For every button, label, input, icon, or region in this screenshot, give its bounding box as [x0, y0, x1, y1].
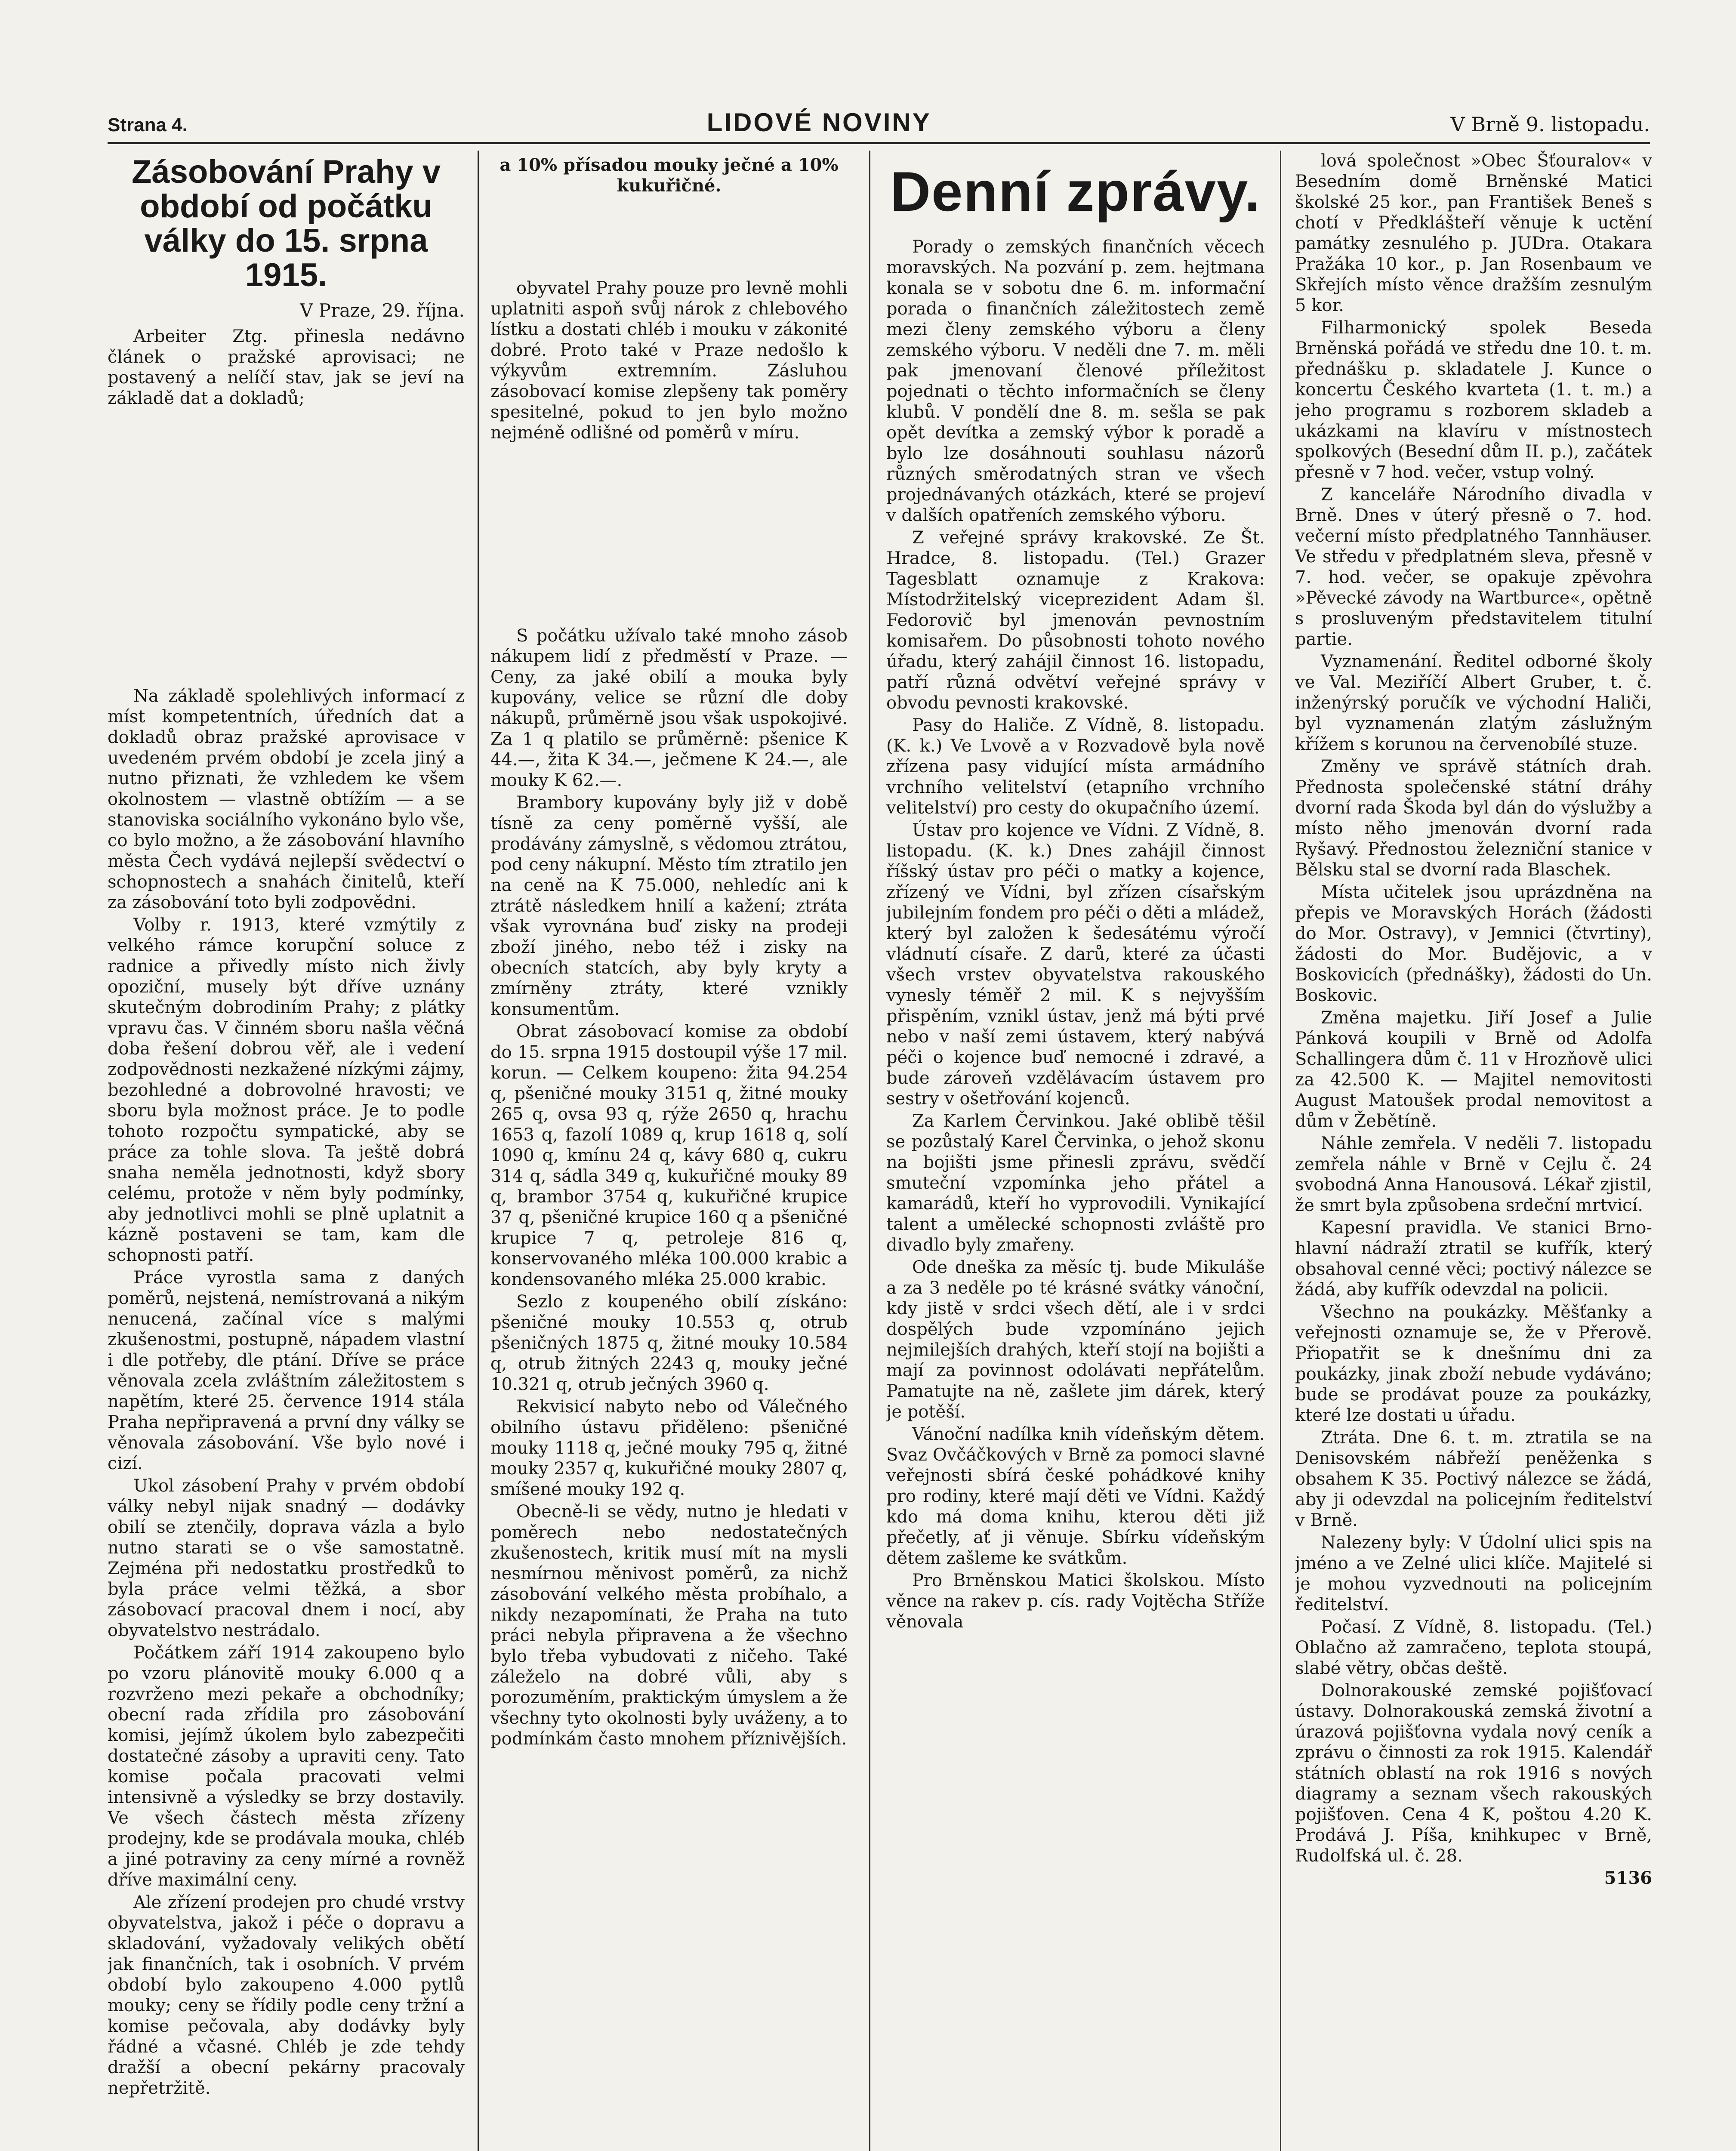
- news-item: Filharmonický spolek Beseda Brněnská pořádá ve středu dne 10. t. m. přednášku p. skladatele J. Kunce o koncertu Českého kvarteta (1. t. m.) a jeho programu s rozborem skladeb a ukázkami na klavíru v místnostech spolkových (Besední dům II. p.), začátek přesně v 7 hod. večer, vstup volný.: [1295, 318, 1652, 482]
- news-item: Z kanceláře Národního divadla v Brně. Dnes v úterý přesně o 7. hod. večerní místo předplatného Tannhäuser. Ve středu v předplatném sleva, přesně v 7. hod. večer, se opakuje zpěvohra »Pěvecké závody na Wartburce«, opětně s prosluveným představitelem titulní partie.: [1295, 485, 1652, 649]
- news-item: Počasí. Z Vídně, 8. listopadu. (Tel.) Oblačno až zamračeno, teplota stoupá, slabé větry, občas deště.: [1295, 1617, 1652, 1678]
- news-item: Za Karlem Červinkou. Jaké oblibě těšil se pozůstalý Karel Červinka, o jehož skonu na bojišti jsme přinesli zprávu, svědčí smuteční vzpomínka jeho přátel a kamarádů, kteří ho vyprovodili. Vynikající talent a umělecké schopnosti zvláště pro divadlo byly zmařeny.: [886, 1111, 1265, 1255]
- news-item: Porady o zemských finančních věcech moravských. Na pozvání p. zem. hejtmana konala se v sobotu dne 6. m. informační porada o finančních záležitostech země mezi členy zemského výboru a členy zemského výboru. V neděli dne 7. m. měli pak jmenovaní členové příležitost pojednati o těchto informačních se členy klubů. V pondělí dne 8. m. sešla se pak opět devítka a zemský výbor k poradě a bylo lze dosáhnouti souhlasu názorů různých směrodatných stran ve všech projednávaných otázkách, které se projeví v dalších opatřeních zemského výboru.: [886, 237, 1265, 525]
- news-item: Místa učitelek jsou uprázdněna na přepis ve Moravských Horách (žádosti do Mor. Ostravy), v Jemnici (čtvrtiny), žádosti do Mor. Budějovic, a v Boskovicích (přednášky), žádosti do Un. Boskovic.: [1295, 882, 1652, 1005]
- article-paragraph: Na základě spolehlivých informací z míst kompetentních, úředních dat a dokladů obraz pražské aprovisace v uvedeném prvém období je zcela jiný a nutno přiznati, že vzhledem ke všem okolnostem — vlastně obtížím — a se stanoviska sociálního vykonáno bylo vše, co bylo možno, a že zásobování hlavního města Čech vydává nejlepší svědectví o schopnostech a snahách činitelů, kteří za zásobování toto byli zodpovědni.: [108, 686, 465, 912]
- article-paragraph: Práce vyrostla sama z daných poměrů, nejstená, nemístrovaná a nikým nenucená, začínal více s malými zkušenostmi, postupně, nápadem vlastní i dle potřeby, dle ptání. Dříve se práce věnovala zcela zvláštním záležitostem s napětím, které 25. července 1914 stála Praha nepřipravená a první dny války se věnovala zásobování. Vše bylo nové i cizí.: [108, 1268, 465, 1473]
- news-item: Ústav pro kojence ve Vídni. Z Vídně, 8. listopadu. (K. k.) Dnes zahájil činnost říšský ústav pro péči o matky a kojence, zřízený ve Vídni, byl zřízen císařským jubilejním fondem pro péči o děti a mládež, který byl založen k šedesátému výročí vládnutí císaře. Z darů, které za účasti všech vrstev obyvatelstva rakouského vynesly téměř 2 mil. K s nejvyšším přispěním, vznikl ústav, jenž má býti prvé nebo v naší zemi ústavem, který nabývá péči o kojence buď nemocné i zdravé, a bude zároveň vzdělávacím ústavem pro sestry v ošetřování kojenců.: [886, 820, 1265, 1109]
- news-item: Ode dneška za měsíc tj. bude Mikuláše a za 3 neděle po té krásné svátky vánoční, kdy jistě v srdci všech dětí, ale i v srdci dospělých bude vzpomínáno jejich nejmilejších drahých, kteří stojí na bojišti a mají za povinnost odolávati nepřátelům. Pamatujte na ně, zašlete jim dárek, který je potěší.: [886, 1257, 1265, 1422]
- header-rule: [108, 142, 1650, 144]
- article-paragraph: Volby r. 1913, které vzmýtily z velkého rámce korupční soluce z radnice a přivedly místo nich živly opoziční, musely být dříve uznány skutečným dobrodiním Prahy; z plátky vpravu čas. V činném sboru našla věčná doba řešení dobrou věř, ale i vedení zodpovědnosti nezkažené nízkými zájmy, bezohledné a dobrovolné hravosti; ve sboru byla možnost práce. Je to podle tohoto rozpočtu sympatické, aby se práce za tohle slova. Ta ještě dobrá snaha neměla jednotnosti, když sbory celému, protože v něm byly podmínky, aby jednotlivci mohli se plně uplatnit a kázně postaveni se tam, kam dle schopnosti patří.: [108, 915, 465, 1265]
- news-item: Náhle zemřela. V neděli 7. listopadu zemřela náhle v Brně v Cejlu č. 24 svobodná Anna Hanousová. Lékař zjistil, že smrt byla způsobena srdeční mrtvicí.: [1295, 1134, 1652, 1215]
- news-item: Pasy do Haliče. Z Vídně, 8. listopadu. (K. k.) Ve Lvově a v Rozvadově byla nově zřízena pasy vidující místa armádního vrchního velitelství (etapního vrchního velitelství) pro cesty do okupačního území.: [886, 715, 1265, 818]
- news-item: Všechno na poukázky. Měšťanky a veřejnosti oznamuje se, že v Přerově. Přiopatřit se k dnešnímu dni za poukázky, jinak zboží nebude vydáváno; bude se prodávat pouze za poukázky, které lze dostati u úřadu.: [1295, 1302, 1652, 1425]
- article-paragraph: Rekvisicí nabyto nebo od Válečného obilního ústavu přiděleno: pšeničné mouky 1118 q, ječné mouky 795 q, žitné mouky 2357 q, kukuřičné mouky 2807 q, smíšené mouky 192 q.: [490, 1397, 848, 1499]
- article-paragraph: S počátku užívalo také mnoho zásob nákupem lidí z předměstí v Praze. — Ceny, za jaké obilí a mouka byly kupovány, velice se různí dle doby nákupů, průměrně jsou však uspokojivé. Za 1 q platilo se průměrně: pšenice K 44.—, žita K 34.—, ječmene K 24.—, ale mouky K 62.—.: [490, 626, 848, 790]
- news-item: lová společnost »Obec Šťouralov« v Besedním domě Brněnské Matici školské 25 kor., pan František Beneš s chotí v Předklášteří věnuje k uctění památky zesnulého p. JUDra. Otakara Pražáka 10 kor., p. Jan Rosenbaum ve Skřejích místo věnce dražším zesnulým 5 kor.: [1295, 151, 1652, 315]
- news-item: Ztráta. Dne 6. t. m. ztratila se na Denisovském nábřeží peněženka s obsahem K 35. Poctivý nálezce se žádá, aby ji odevzdal na policejním ředitelství v Brně.: [1295, 1428, 1652, 1530]
- article-paragraph: Ukol zásobení Prahy v prvém období války nebyl nijak snadný — dodávky obilí se ztenčily, doprava vázla a bylo nutno starati se o vše samostatně. Zejména při nedostatku prostředků to byla práce velmi těžká, a sbor zásobovací pracoval dnem i nocí, aby obyvatelstvo nestrádalo.: [108, 1476, 465, 1640]
- article-paragraph: Počátkem září 1914 zakoupeno bylo po vzoru plánovitě mouky 6.000 q a rozvrženo mezi pekaře a obchodníky; obecní rada zřídila pro zásobování komisi, jejímž úkolem bylo zabezpečiti dostatečné zásoby a upraviti ceny. Tato komise počala pracovati velmi intensivně a výsledky se brzy dostavily. Ve všech částech města zřízeny prodejny, kde se prodávala mouka, chléb a jiné potraviny za ceny mírné a rovněž dříve maximální ceny.: [108, 1643, 465, 1890]
- article-headline: Zásobování Prahy v období od počátku války do 15. srpna 1915.: [131, 154, 441, 293]
- news-item: Z veřejné správy krakovské. Ze Št. Hradce, 8. listopadu. (Tel.) Grazer Tagesblatt oznamuje z Krakova: Místodržitelský viceprezident Adam šl. Fedorovič byl jmenován pevnostním komisařem. Do působnosti tohoto nového úřadu, který zahájil činnost 16. listopadu, patří různá odvětví veřejné správy v obvodu pevnosti krakovské.: [886, 528, 1265, 713]
- blank-area: [490, 445, 848, 626]
- news-item: Vyznamenání. Ředitel odborné školy ve Val. Meziříčí Albert Gruber, t. č. inženýrský poručík ve východní Haliči, byl vyznamenán zlatým záslužným křížem s korunou na červenobílé stuze.: [1295, 652, 1652, 754]
- page-header: [108, 108, 1650, 138]
- column-divider: [478, 151, 479, 2151]
- continued-note: a 10% přísadou mouky ječné a 10% kukuřičné.: [500, 155, 839, 196]
- news-item: Kapesní pravidla. Ve stanici Brno-hlavní nádraží ztratil se kufřík, který obsahoval cenné věci; poctivý nálezce se žádá, aby kufřík odevzdal na policii.: [1295, 1218, 1652, 1300]
- article-paragraph: Brambory kupovány byly již v době tísně za ceny poměrně vyšší, ale prodávány zámyslně, s vědomou ztrátou, pod ceny nákupní. Město tím ztratilo jen na ceně na K 75.000, nehledíc ani k ztrátě následkem hnilí a kažení; ztráta však vyrovnána buď zisky na prodeji zboží jiného, nebo též i zisky na obecních statcích, aby byly kryty a zmírněny ztráty, které vznikly konsumentům.: [490, 793, 848, 1019]
- masthead-title: LIDOVÉ NOVINY: [706, 108, 931, 137]
- column-3: [886, 151, 1265, 2151]
- column-2: [490, 151, 848, 2151]
- column-divider: [869, 151, 870, 2151]
- news-item: Nalezeny byly: V Údolní ulici spis na jméno a ve Zelné ulici klíče. Majitelé si je mohou vyzvednouti na policejním ředitelství.: [1295, 1533, 1652, 1615]
- blank-area: [490, 205, 848, 278]
- column-1: [108, 151, 465, 2151]
- article-paragraph: obyvatel Prahy pouze pro levně mohli uplatniti aspoň svůj nárok z chlebového lístku a dostati chléb i mouku v zákonité dobré. Proto také v Praze nedošlo k výkyvům extremním. Zásluhou zásobovací komise zlepšeny tak poměry spesitelné, pokud to jen bylo možno nejméně odlišné od poměrů v míru.: [490, 278, 848, 443]
- column-4: [1295, 151, 1652, 2151]
- ad-reference-number: 5136: [1604, 1868, 1652, 1888]
- column-divider: [1280, 151, 1281, 2151]
- news-item: Dolnorakouské zemské pojišťovací ústavy. Dolnorakouská zemská životní a úrazová pojišťovna vydala nový ceník a zprávu o činnosti za rok 1915. Kalendář státních oblastí na rok 1916 s nových diagramy a seznam všech rakouských pojišťoven. Cena 4 K, poštou 4.20 K. Prodává J. Píša, knihkupec v Brně, Rudolfská ul. č. 28.: [1295, 1681, 1652, 1866]
- section-headline: Denní zprávy.: [890, 160, 1261, 223]
- article-paragraph: Ale zřízení prodejen pro chudé vrstvy obyvatelstva, jakož i péče o dopravu a skladování, vyžadovaly velikých obětí jak finančních, tak i osobních. V prvém období bylo zakoupeno 4.000 pytlů mouky; ceny se řídily podle ceny tržní a komise pečovala, aby dodávky byly řádné a včasné. Chléb je zde tehdy dražší a obecní pekárny pracovaly nepřetržitě.: [108, 1892, 465, 2098]
- news-item: Změna majetku. Jiří Josef a Julie Pánková koupili v Brně od Adolfa Schallingera dům č. 11 v Hrozňově ulici za 42.500 K. — Majitel nemovitosti August Matoušek prodal nemovitost a dům v Žebětíně.: [1295, 1008, 1652, 1131]
- article-paragraph: Arbeiter Ztg. přinesla nedávno článek o pražské aprovisaci; ne postavený a nelíčí stav, jak se jeví na základě dat a dokladů;: [108, 327, 465, 408]
- issue-date: V Brně 9. listopadu.: [1450, 113, 1650, 136]
- news-item: Změny ve správě státních drah. Přednosta společenské státní dráhy dvorní rada Škoda byl dán do výslužby a místo něho jmenován dvorní rada Ryšavý. Přednostou železniční stanice v Bělsku stal se dvorní rada Blaschek.: [1295, 757, 1652, 880]
- article-paragraph: Obecně-li se vědy, nutno je hledati v poměrech nebo nedostatečných zkušenostech, kritik musí mít na mysli nesmírnou měnivost poměrů, za nichž zásobování velkého města probíhalo, a nikdy nezapomínati, že Praha na tuto práci nebyla připravena a že všechno bylo třeba vybudovati z ničeho. Také záleželo na dobré vůli, aby s porozuměním, praktickým úmyslem a že všechny tyto okolnosti byly uváženy, a to podmínkám často mnohem příznivějších.: [490, 1502, 848, 1749]
- blank-area: [108, 410, 465, 686]
- article-paragraph: Sezlo z koupeného obilí získáno: pšeničné mouky 10.553 q, otrub pšeničných 1875 q, žitné mouky 10.584 q, otrub žitných 2243 q, mouky ječné 10.321 q, otrub ječných 3960 q.: [490, 1292, 848, 1394]
- news-item: Pro Brněnskou Matici školskou. Místo věnce na rakev p. cís. rady Vojtěcha Stříže věnovala: [886, 1571, 1265, 1632]
- article-dateline: V Praze, 29. října.: [300, 300, 465, 321]
- page-number: Strana 4.: [108, 114, 188, 136]
- news-item: Vánoční nadílka knih vídeňským dětem. Svaz Ovčáčkových v Brně za pomoci slavné veřejnosti sbírá české pohádkové knihy pro rodiny, které mají děti ve Vídni. Každý kdo má doma knihu, kterou děti již přečetly, ať ji věnuje. Sbírku vídeňským dětem zašleme ke svátkům.: [886, 1424, 1265, 1568]
- article-paragraph: Obrat zásobovací komise za období do 15. srpna 1915 dostoupil výše 17 mil. korun. — Celkem koupeno: žita 94.254 q, pšeničné mouky 3151 q, žitné mouky 265 q, ovsa 93 q, rýže 2650 q, hrachu 1653 q, fazolí 1089 q, krup 1618 q, solí 1090 q, kmínu 24 q, kávy 680 q, cukru 314 q, sádla 349 q, kukuřičné mouky 89 q, brambor 3754 q, kukuřičné krupice 37 q, pšeničné krupice 160 q a pšeničné krupice 7 q, petroleje 816 q, konservovaného mléka 100.000 krabic a kondensovaného mléka 25.000 krabic.: [490, 1022, 848, 1289]
